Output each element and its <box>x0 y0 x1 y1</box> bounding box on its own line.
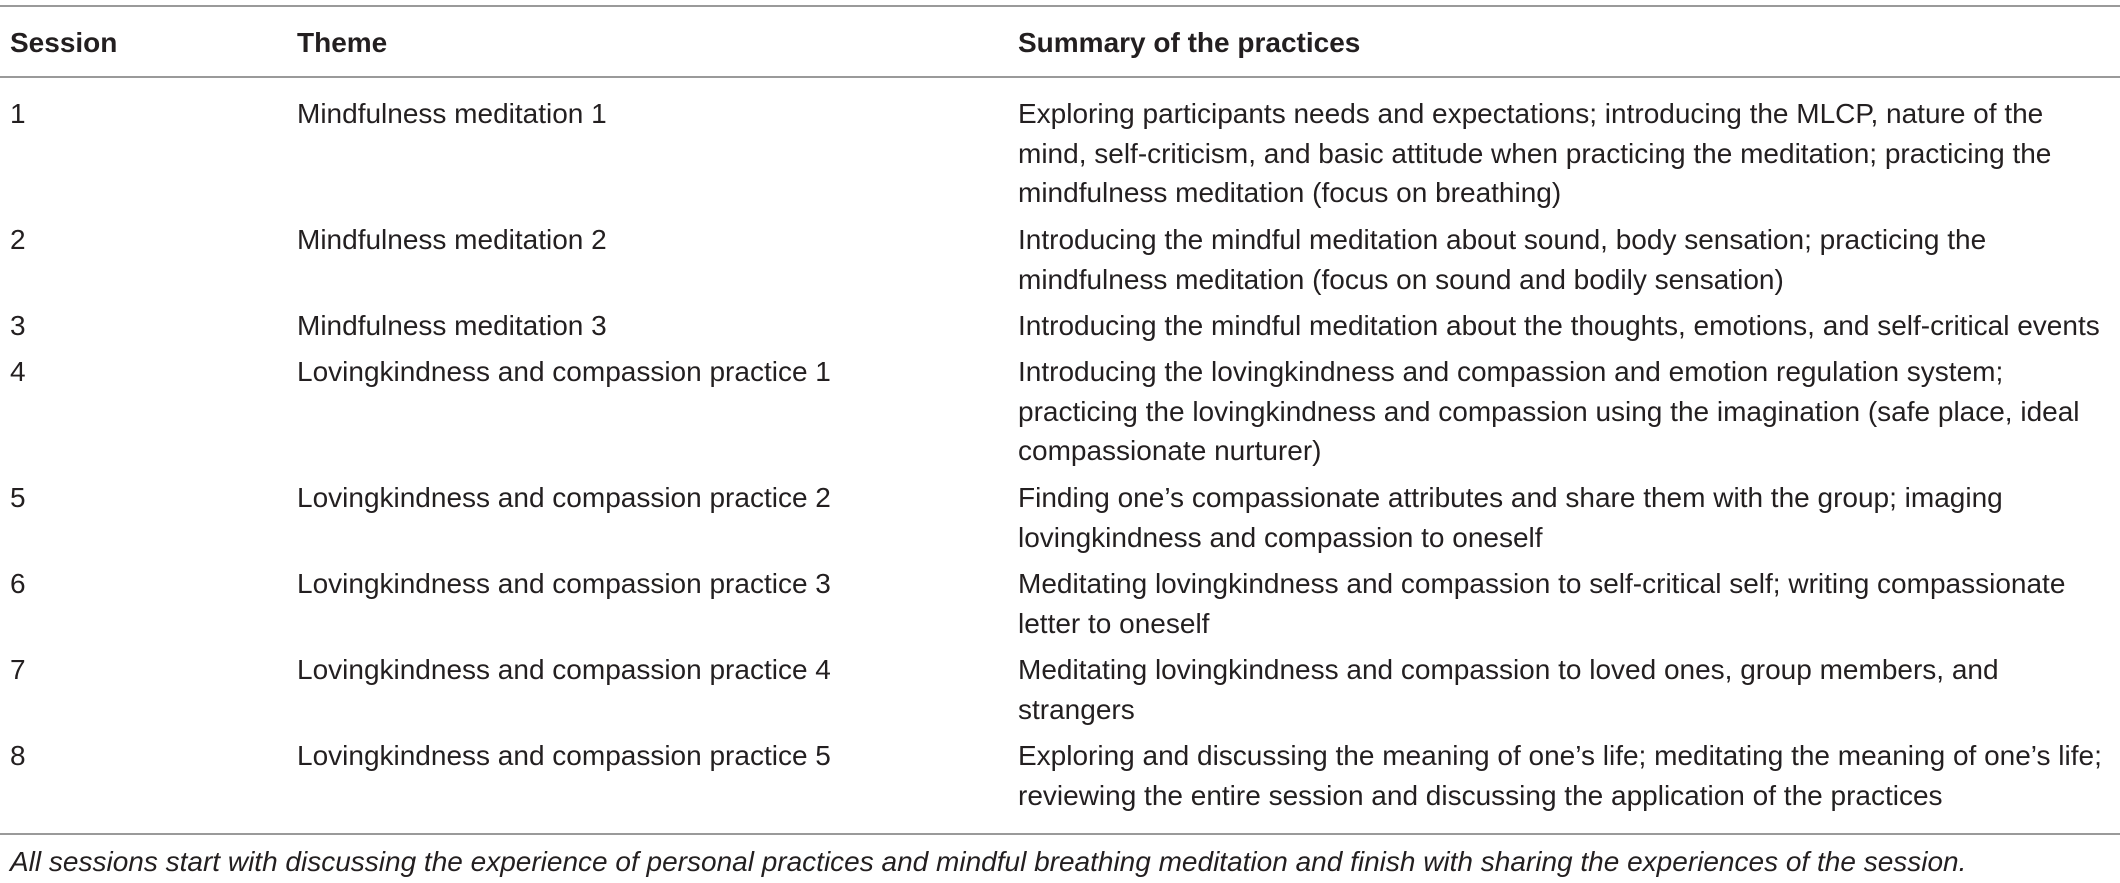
summary-line: Finding one’s compassionate attributes and share them with the group; imaging <box>1018 482 2003 513</box>
header-rule <box>0 76 2120 78</box>
bottom-rule <box>0 833 2120 835</box>
cell-session: 8 <box>10 740 26 771</box>
cell-theme: Lovingkindness and compassion practice 2 <box>297 482 831 513</box>
summary-line: practicing the lovingkindness and compassion using the imagination (safe place, ideal <box>1018 395 2080 427</box>
cell-session: 2 <box>10 224 26 255</box>
cell-summary <box>1018 306 2118 346</box>
cell-theme: Lovingkindness and compassion practice 4 <box>297 654 831 685</box>
cell-session: 7 <box>10 654 26 685</box>
summary-line: Meditating lovingkindness and compassion to loved ones, group members, and <box>1018 654 1999 685</box>
summary-line: mind, self-criticism, and basic attitude when practicing the meditation; practicing the <box>1018 137 2052 169</box>
cell-session: 1 <box>10 98 26 129</box>
summary-line: mindfulness meditation (focus on sound and bodily sensation) <box>1018 263 1784 295</box>
cell-summary <box>1018 478 2118 557</box>
summary-line: Exploring and discussing the meaning of one’s life; meditating the meaning of one’s life; <box>1018 740 2102 771</box>
header-session: Session <box>10 27 118 58</box>
cell-theme: Mindfulness meditation 2 <box>297 224 607 255</box>
cell-summary <box>1018 650 2118 729</box>
table-footnote: All sessions start with discussing the experience of personal practices and mindful breathing meditation and finish with sharing the experiences of the session. <box>10 846 1967 877</box>
top-rule <box>0 5 2120 7</box>
cell-summary <box>1018 352 2118 471</box>
cell-theme: Lovingkindness and compassion practice 5 <box>297 740 831 771</box>
summary-line: lovingkindness and compassion to oneself <box>1018 521 1543 553</box>
header-theme: Theme <box>297 27 388 58</box>
summary-line: Introducing the mindful meditation about sound, body sensation; practicing the <box>1018 224 1987 255</box>
summary-line: mindfulness meditation (focus on breathing) <box>1018 177 1562 208</box>
cell-summary <box>1018 736 2118 815</box>
cell-summary <box>1018 220 2118 299</box>
cell-session: 3 <box>10 310 26 341</box>
cell-summary <box>1018 564 2118 643</box>
summary-line: Exploring participants needs and expectations; introducing the MLCP, nature of the <box>1018 98 2044 129</box>
cell-theme: Mindfulness meditation 3 <box>297 310 607 341</box>
cell-theme: Lovingkindness and compassion practice 3 <box>297 568 831 599</box>
summary-line: Introducing the lovingkindness and compassion and emotion regulation system; <box>1018 356 2004 387</box>
summary-line: Introducing the mindful meditation about the thoughts, emotions, and self-critical events <box>1018 310 2100 341</box>
cell-session: 5 <box>10 482 26 513</box>
summary-line: reviewing the entire session and discussing the application of the practices <box>1018 779 1943 811</box>
cell-theme: Lovingkindness and compassion practice 1 <box>297 356 831 387</box>
cell-session: 6 <box>10 568 26 599</box>
summary-line: strangers <box>1018 693 1135 725</box>
cell-theme: Mindfulness meditation 1 <box>297 98 607 129</box>
cell-session: 4 <box>10 356 26 387</box>
summary-line: Meditating lovingkindness and compassion to self-critical self; writing compassionate <box>1018 568 2066 599</box>
header-summary: Summary of the practices <box>1018 27 1361 58</box>
cell-summary <box>1018 94 2118 213</box>
summary-line: letter to oneself <box>1018 607 1210 639</box>
summary-line: compassionate nurturer) <box>1018 435 1322 466</box>
